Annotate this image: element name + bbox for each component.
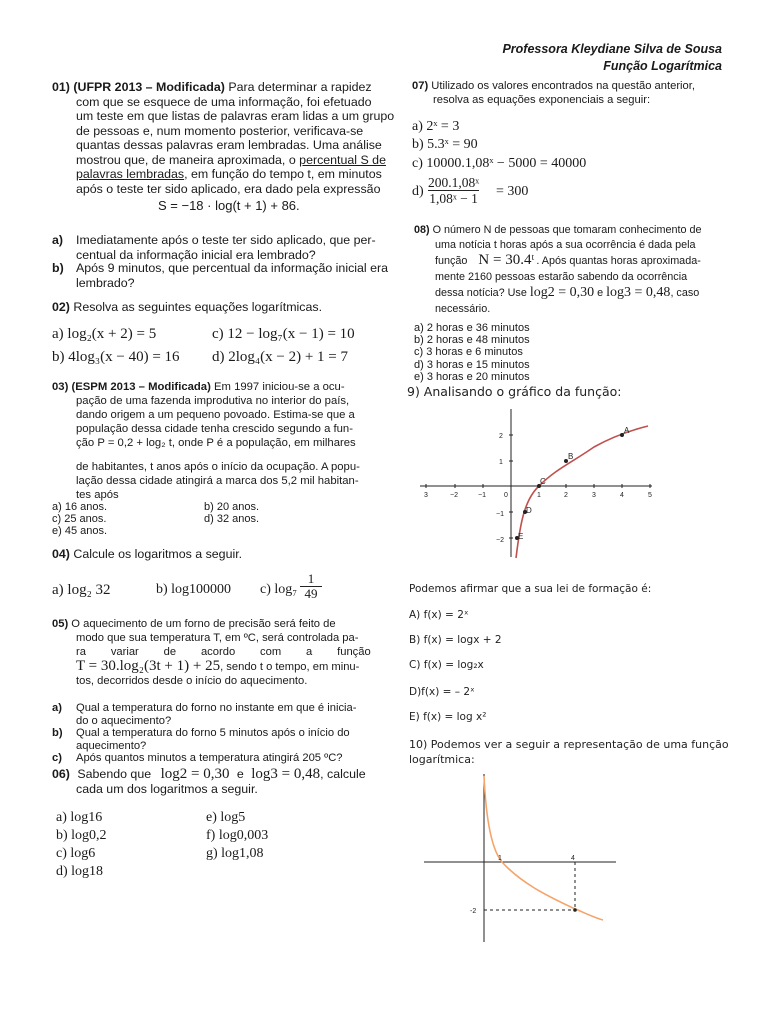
question-06 <box>52 767 372 796</box>
item-text: Qual a temperatura do forno no instante em que é inicia- <box>76 702 357 714</box>
item-text: Imediatamente após o teste ter sido aplicado, que per- <box>76 233 376 247</box>
fraction-denominator: 49 <box>300 586 322 601</box>
q8-option-b: b) 2 horas e 48 minutos <box>414 334 530 347</box>
q8-line: e <box>597 287 604 299</box>
question-number: 07) <box>412 80 429 92</box>
q3-option-c: c) 25 anos. <box>52 513 107 525</box>
q8-line: função <box>435 255 468 267</box>
q8-option-d: d) 3 horas e 15 minutos <box>414 358 530 371</box>
q6-formula: log3 = 0,48 <box>251 766 321 782</box>
item-label: b) <box>52 727 63 739</box>
q1-line: Para determinar a rapidez <box>228 80 372 94</box>
question-04 <box>52 547 242 562</box>
q1-line: um teste em que listas de palavras eram lidas a um grupo <box>76 109 395 123</box>
item-text: aquecimento? <box>76 739 147 752</box>
q8-options <box>414 322 530 383</box>
q6-item-a: a) log16 <box>56 810 103 825</box>
q8-formula: N = 30.4ᵗ <box>478 252 535 268</box>
q9-option-e: E) f(x) = log x² <box>409 711 487 723</box>
point-label: A <box>624 426 630 435</box>
q3-option-d: d) 32 anos. <box>204 513 260 525</box>
q8-line: , caso <box>670 287 700 299</box>
question-text: Resolva as seguintes equações logarítmicas. <box>73 300 323 314</box>
x-tick-label: 2 <box>564 492 568 499</box>
q7-item-a: a) 2ˣ = 3 <box>412 119 460 134</box>
q5-formula: T = 30.log₂(3t + 1) + 25 <box>76 658 221 674</box>
question-01 <box>52 80 395 196</box>
q6-item-e: e) log5 <box>206 810 246 825</box>
q7-line: resolva as equações exponenciais a seguir: <box>433 93 651 106</box>
question-source: (UFPR 2013 – Modificada) <box>73 80 225 94</box>
q1-underlined: percentual S de <box>299 152 386 167</box>
q8-line: . Após quantas horas aproximada- <box>536 255 701 267</box>
q6-formula: log2 = 0,30 <box>160 766 230 782</box>
y-tick-label: 1 <box>499 459 503 466</box>
q8-line: O número N de pessoas que tomaram conhecimento de <box>432 224 702 236</box>
q2-item-c: c) 12 − log₇(x − 1) = 10 <box>212 326 355 342</box>
q3-line: pação de uma fazenda improdutiva no interior do país, <box>76 395 350 407</box>
label-1: 1 <box>498 855 502 862</box>
item-text: centual da informação inicial era lembrado? <box>76 247 316 262</box>
q3-option-b: b) 20 anos. <box>204 501 260 513</box>
q9-log-graph <box>416 405 656 560</box>
point-label: E <box>518 532 524 541</box>
q3-line: população dessa cidade tenha crescido segundo a fun- <box>76 423 353 435</box>
q3-option-a: a) 16 anos. <box>52 501 108 513</box>
question-number: 05) <box>52 618 69 630</box>
x-tick-label: 0 <box>504 492 508 499</box>
q8-option-c: c) 3 horas e 6 minutos <box>414 346 523 359</box>
q3-line: de habitantes, t anos após o início da ocupação. A popu- <box>76 461 360 473</box>
question-05 <box>52 617 371 688</box>
q2-item-a: a) log₂(x + 2) = 5 <box>52 326 157 342</box>
point-label: D <box>526 506 532 515</box>
q3-line: lação dessa cidade atingirá a marca dos 5,2 mil habitan- <box>76 475 359 487</box>
q6-item-b: b) log0,2 <box>56 828 107 843</box>
item-text: Após 9 minutos, que percentual da informação inicial era <box>76 261 389 275</box>
q8-option-e: e) 3 horas e 20 minutos <box>414 370 530 383</box>
q10-line: logarítmica: <box>409 753 475 766</box>
y-tick-label: 2 <box>499 433 503 440</box>
author-name: Professora Kleydiane Silva de Sousa <box>502 42 722 56</box>
q8-line: uma notícia t horas após a sua ocorrência é dada pela <box>435 239 696 251</box>
fraction-denominator: 1,08ˣ − 1 <box>429 191 478 206</box>
question-number: 03) <box>52 381 69 393</box>
q1-line: quantas dessas palavras eram lembradas. Uma análise <box>76 138 382 152</box>
x-tick-label: 3 <box>424 492 428 499</box>
log-curve <box>484 776 603 920</box>
q1-formula: S = −18 · log(t + 1) + 86. <box>158 198 300 213</box>
q5-items <box>52 702 362 765</box>
item-label: a) <box>52 233 64 247</box>
q6-item-d: d) log18 <box>56 864 104 879</box>
fraction-numerator: 200.1,08ˣ <box>428 175 480 190</box>
q4-item-b: b) log100000 <box>156 582 232 597</box>
q2-item-d: d) 2log₄(x − 2) + 1 = 7 <box>212 349 349 365</box>
q5-line: tos, decorridos desde o início do aquecimento. <box>76 675 308 687</box>
y-tick-label: −1 <box>496 511 504 518</box>
item-text: lembrado? <box>76 275 135 290</box>
q8-line: mente 2160 pessoas estarão sabendo da ocorrência <box>435 271 688 283</box>
worksheet-subject: Função Logarítmica <box>603 59 722 73</box>
q9-option-c: C) f(x) = log₂x <box>409 659 484 671</box>
q3-option-e: e) 45 anos. <box>52 525 108 537</box>
point-4-minus-2 <box>573 908 577 912</box>
x-tick-label: 5 <box>648 492 652 499</box>
item-text: Após quantos minutos a temperatura atingirá 205 ºC? <box>76 752 343 764</box>
q8-formula: log3 = 0,48 <box>606 285 671 300</box>
q3-line: tes após <box>76 489 119 501</box>
question-number: 01) <box>52 80 70 94</box>
question-text: Sabendo que <box>77 767 152 781</box>
q7-line: Utilizado os valores encontrados na questão anterior, <box>431 80 695 92</box>
q5-line: , sendo t o tempo, em minu- <box>220 661 360 673</box>
q9-option-a: A) f(x) = 2ˣ <box>409 609 469 621</box>
x-tick-label: 4 <box>620 492 624 499</box>
question-number: 08) <box>414 224 430 236</box>
question-10 <box>409 737 729 767</box>
q8-line: dessa notícia? Use <box>435 287 527 299</box>
question-text: Calcule os logaritmos a seguir. <box>73 547 243 561</box>
q6-item-c: c) log6 <box>56 846 96 861</box>
question-number: 04) <box>52 547 70 561</box>
point-label: C <box>540 477 546 486</box>
q8-line: necessário. <box>435 303 491 315</box>
q7-item-c: c) 10000.1,08ˣ − 5000 = 40000 <box>412 156 587 171</box>
q7-item-b: b) 5.3ˣ = 90 <box>412 137 478 152</box>
q1-item-b <box>52 261 389 290</box>
label-minus-2: -2 <box>470 908 477 915</box>
q1-line: após o teste ter sido aplicado, era dado pela expressão <box>76 181 381 196</box>
q4-item-a: a) log₂ 32 <box>52 582 111 598</box>
question-02 <box>52 300 322 315</box>
q8-formula: log2 = 0,30 <box>529 285 595 300</box>
question-number: 06) <box>52 767 70 781</box>
q6-item-g: g) log1,08 <box>206 846 264 861</box>
q3-line: dando origem a um pequeno povoado. Estima-se que a <box>76 409 355 421</box>
item-label: b) <box>52 261 64 275</box>
item-label: c) <box>52 752 62 764</box>
x-tick-label: 3 <box>592 492 596 499</box>
x-tick-label: 1 <box>537 492 541 499</box>
q5-line: O aquecimento de um forno de precisão será feito de <box>71 618 336 630</box>
x-tick-label: −1 <box>478 492 486 499</box>
q9-prompt: Podemos afirmar que a sua lei de formação é: <box>409 583 652 595</box>
x-tick-label: −2 <box>450 492 458 499</box>
question-08 <box>414 223 724 317</box>
q7-item-d: d) <box>412 184 424 199</box>
q3-line: Em 1997 iniciou-se a ocu- <box>213 381 345 393</box>
q1-line: , em função do tempo t, em minutos <box>184 167 382 181</box>
question-09-title: 9) Analisando o gráfico da função: <box>407 384 622 399</box>
question-source: (ESPM 2013 – Modificada) <box>71 381 211 393</box>
q7-result: = 300 <box>496 184 529 199</box>
point-label: B <box>568 452 574 461</box>
question-text: , calcule <box>320 767 366 781</box>
q8-option-a: a) 2 horas e 36 minutos <box>414 322 530 334</box>
q7-fraction <box>428 175 479 206</box>
log-curve <box>516 426 648 558</box>
question-text: e <box>236 767 244 781</box>
q6-item-f: f) log0,003 <box>206 828 269 843</box>
question-number: 02) <box>52 300 70 314</box>
q1-line: de pessoas e, num momento posterior, verificava-se <box>76 123 364 138</box>
q4-item-c: c) log₇ <box>260 582 298 597</box>
q5-line: ra variar de acordo com a função <box>76 646 371 658</box>
q1-item-a <box>52 233 382 262</box>
question-07 <box>412 80 722 107</box>
q3-line: ção P = 0,2 + log₂ t, onde P é a população, em milhares <box>76 437 356 449</box>
q1-underlined: palavras lembradas <box>76 167 185 181</box>
fraction-numerator: 1 <box>307 571 315 586</box>
q2-item-b: b) 4log₃(x − 40) = 16 <box>52 349 180 365</box>
q1-line: mostrou que, de maneira aproximada, o <box>76 152 296 167</box>
question-03 <box>52 380 372 502</box>
item-text: Qual a temperatura do forno 5 minutos após o início do <box>76 727 350 739</box>
y-tick-label: −2 <box>496 537 504 544</box>
q9-option-d: D)f(x) = – 2ˣ <box>409 686 475 698</box>
item-text: do o aquecimento? <box>76 714 172 727</box>
question-text: cada um dos logaritmos a seguir. <box>76 781 258 796</box>
item-label: a) <box>52 702 62 714</box>
q10-log-graph <box>420 770 620 945</box>
q1-line: com que se esquece de uma informação, foi efetuado <box>76 94 372 109</box>
q5-line: modo que sua temperatura T, em ºC, será controlada pa- <box>76 632 359 644</box>
q9-option-b: B) f(x) = logx + 2 <box>409 634 502 646</box>
q4-fraction <box>300 572 322 601</box>
q10-line: 10) Podemos ver a seguir a representação de uma função <box>409 738 729 751</box>
label-4: 4 <box>571 855 575 862</box>
